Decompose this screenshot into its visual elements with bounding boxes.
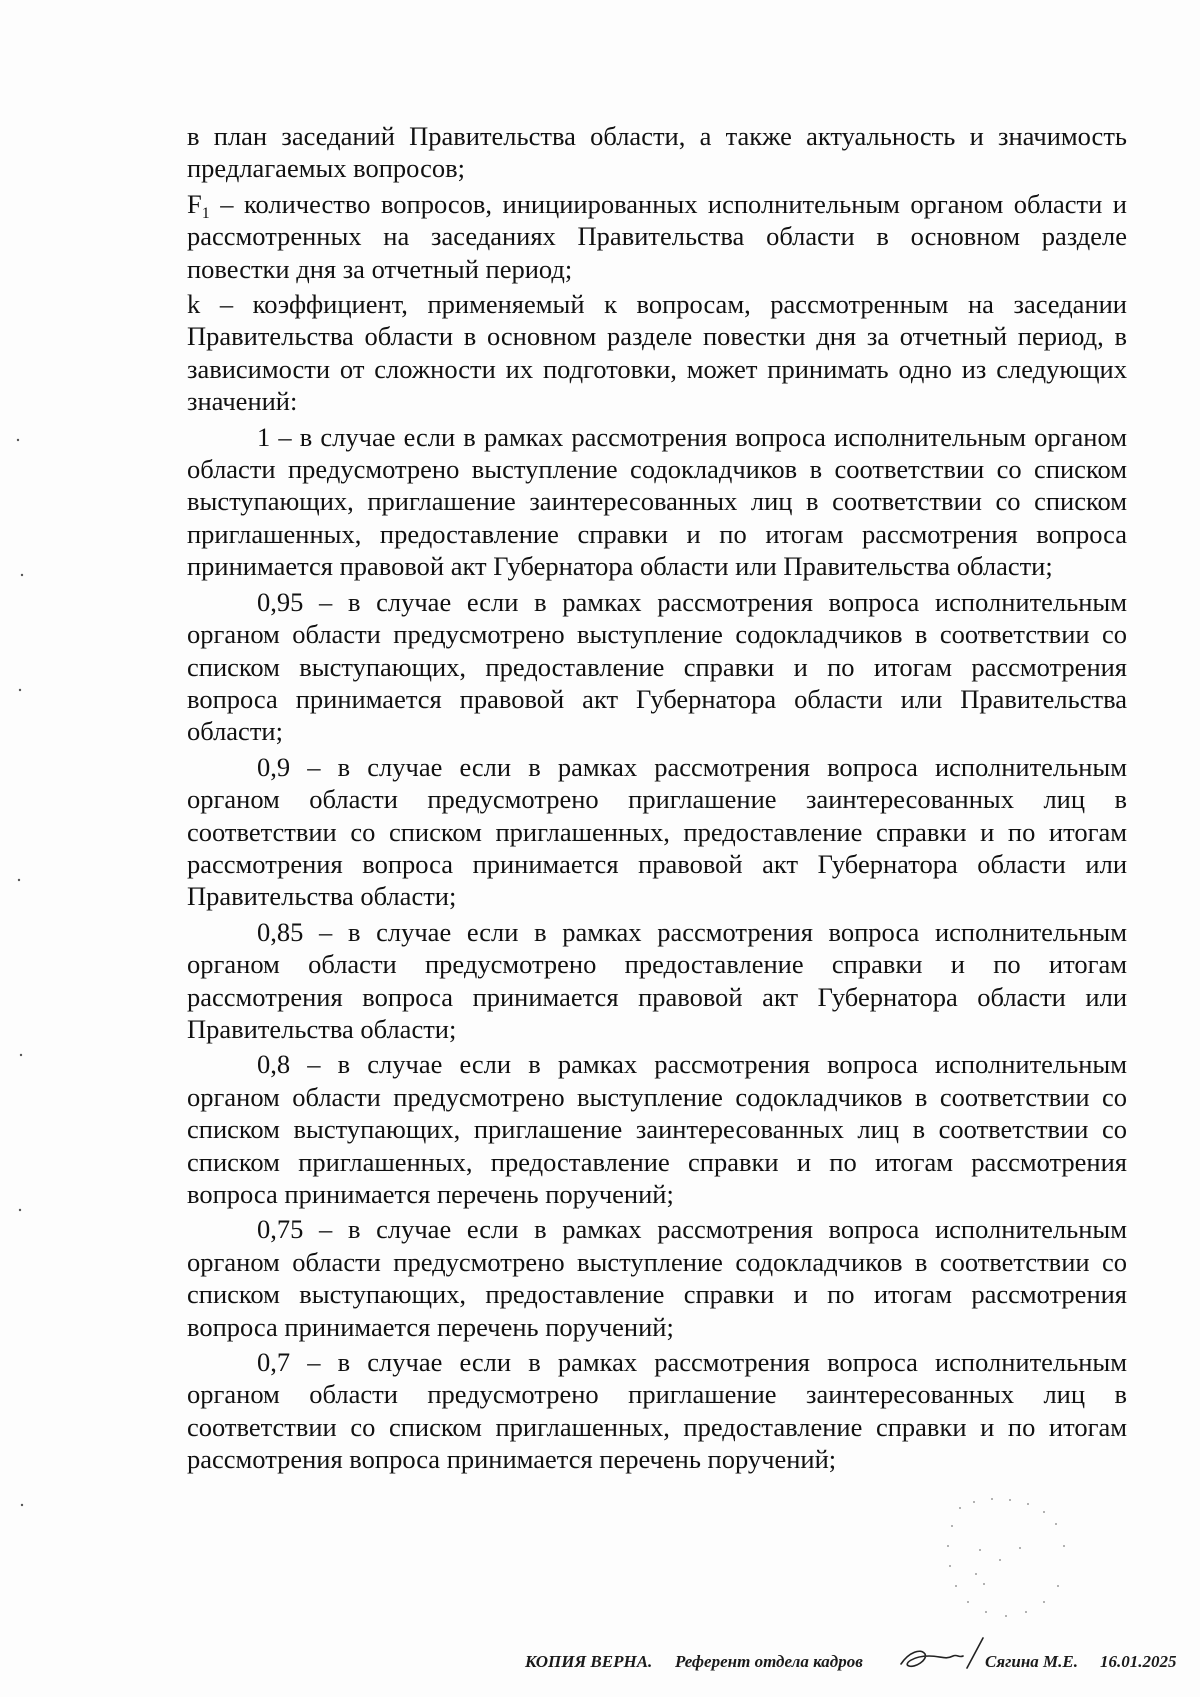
variable-f: F (187, 188, 202, 219)
variable-subscript: 1 (201, 204, 210, 222)
faint-stamp-marks (940, 1490, 1100, 1630)
scan-margin-marks (0, 0, 40, 1697)
paragraph-value-0-75: 0,75 – в случае если в рамках рассмотрения вопроса исполнительным органом области предусмотрено выступление содокладчиков в соответствии со списком выступающих, предоставление справки и по итогам рассмотрения вопроса принимается перечень поручений; (187, 1214, 1127, 1342)
certification-date: 16.01.2025 (1100, 1652, 1177, 1671)
paragraph-intro: в план заседаний Правительства области, а также актуальность и значимость предлагаемых вопросов; (187, 121, 1127, 184)
paragraph-f1-text: – количество вопросов, инициированных исполнительным органом области и рассмотренных на заседаниях Правительства области в основном разделе повестки дня за отчетный период; (187, 188, 1127, 284)
certification-footer (525, 1640, 1175, 1676)
paragraph-value-0-8: 0,8 – в случае если в рамках рассмотрения вопроса исполнительным органом области предусмотрено выступление содокладчиков в соответствии со списком выступающих, приглашение заинтересованных лиц в соответствии со списком приглашенных, предоставление справки и по итогам рассмотрения вопроса принимается перечень поручений; (187, 1049, 1127, 1209)
paragraph-value-0-85: 0,85 – в случае если в рамках рассмотрения вопроса исполнительным органом области предусмотрено предоставление справки и по итогам рассмотрения вопроса принимается правовой акт Губернатора области или Правительства области; (187, 916, 1127, 1044)
paragraph-value-0-7: 0,7 – в случае если в рамках рассмотрения вопроса исполнительным органом области предусмотрено приглашение заинтересованных лиц в соответствии со списком приглашенных, предоставление справки и по итогам рассмотрения вопроса принимается перечень поручений; (187, 1347, 1127, 1475)
paragraph-value-1: 1 – в случае если в рамках рассмотрения вопроса исполнительным органом области предусмотрено выступление содокладчиков в соответствии со списком выступающих, приглашение заинтересованных лиц в соответствии со списком приглашенных, предоставление справки и по итогам рассмотрения вопроса принимается правовой акт Губернатора области или Правительства области; (187, 421, 1127, 582)
paragraph-k-definition: k – коэффициент, применяемый к вопросам, рассмотренным на заседании Правительства области в основном разделе повестки дня за отчетный период, в зависимости от сложности их подготовки, может принимать одно из следующих значений: (187, 289, 1127, 417)
signature-icon (895, 1634, 990, 1676)
paragraph-value-0-95: 0,95 – в случае если в рамках рассмотрения вопроса исполнительным органом области предусмотрено выступление содокладчиков в соответствии со списком выступающих, предоставление справки и по итогам рассмотрения вопроса принимается правовой акт Губернатора области или Правительства области; (187, 586, 1127, 747)
paragraph-value-0-9: 0,9 – в случае если в рамках рассмотрения вопроса исполнительным органом области предусмотрено приглашение заинтересованных лиц в соответствии со списком приглашенных, предоставление справки и по итогам рассмотрения вопроса принимается правовой акт Губернатора области или Правительства области; (187, 751, 1127, 912)
signer-name: Сягина М.Е. (985, 1652, 1078, 1671)
paragraph-f1-definition (187, 188, 1127, 285)
signer-role: Референт отдела кадров (675, 1652, 863, 1671)
document-body (187, 120, 1127, 1479)
copy-verified-mark: КОПИЯ ВЕРНА. (525, 1652, 653, 1671)
